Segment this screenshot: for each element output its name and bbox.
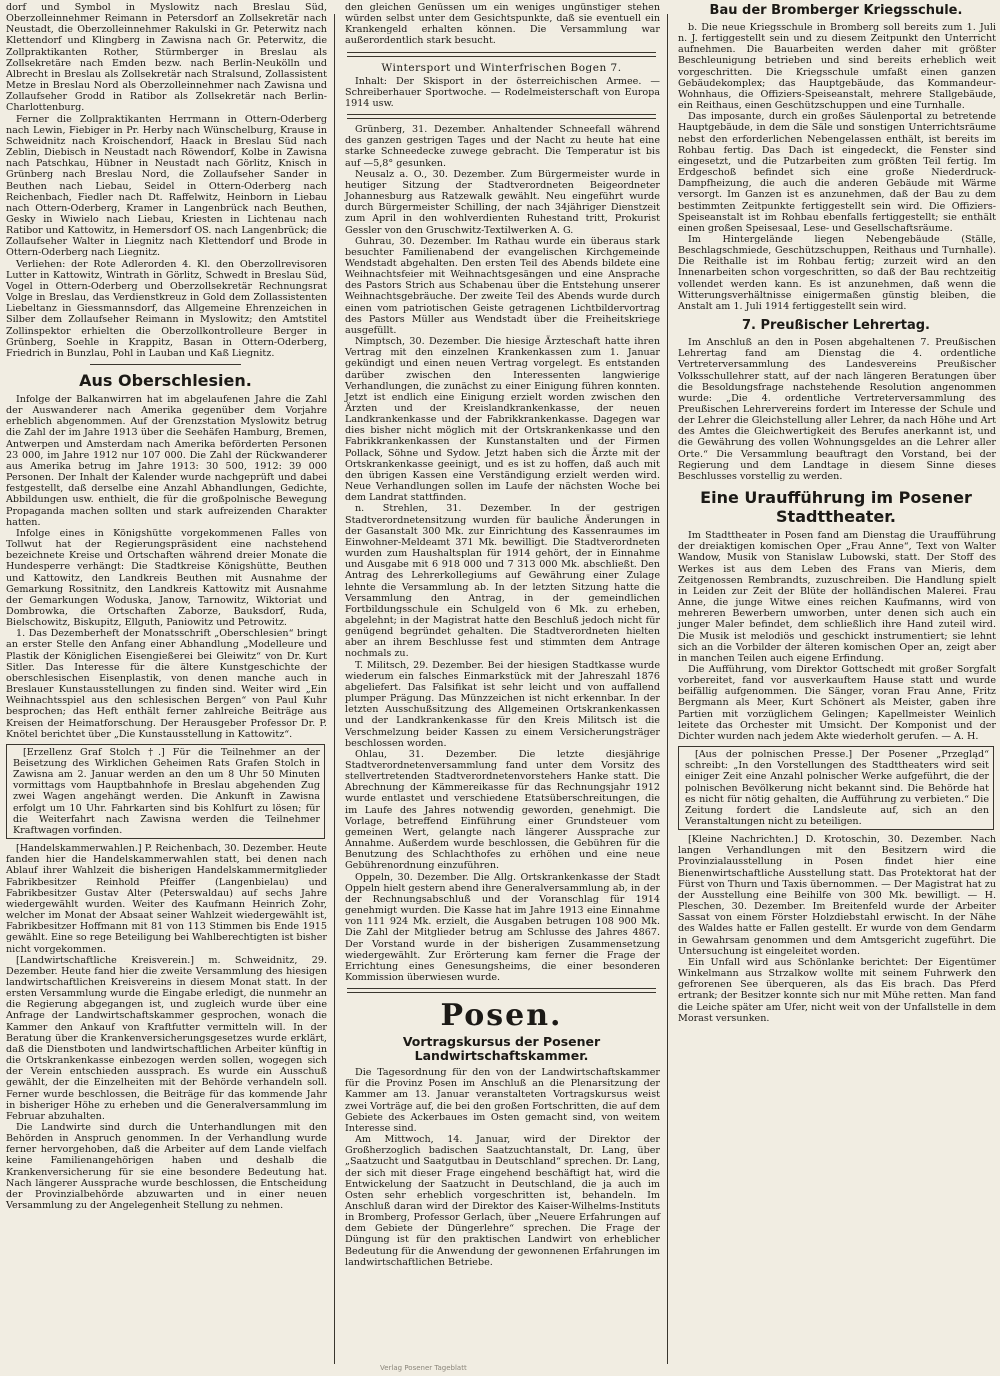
- article-paragraph: Das imposante, durch ein großes Säulenportal zu betretende Hauptgebäude, in dem die Säle und sonstigen Unterrichtsräume nebst den erforderlichen Nebengelassen enthält, ist bereits im Rohbau fertig. Das Dach ist eingedeckt, die Fenster sind eingesetzt, und die Putzarbeiten zum größten Teil fertig. Im Erdgeschoß befindet sich eine große Niederdruck-Dampfheizung, die auch die anderen Gebäude mit Wärme versorgt. Im Ganzen ist es anzunehmen, daß der Bau zu dem bestimmten Zeitpunkte fertiggestellt sein wird. Die Offiziers-Speiseanstalt ist im Rohbau ebenfalls fertiggestellt; sie enthält einen großen Speisesaal, Lese- und Gesellschaftsräume.: [678, 111, 996, 234]
- column-rule-left: [334, 14, 335, 1364]
- article-paragraph: T. Militsch, 29. Dezember. Bei der hiesigen Stadtkasse wurde wiederum ein falsches Einmarkstück mit der Jahreszahl 1876 abgeliefert. Das Falsifikat ist sehr leicht und von auffallend plumper Prägung. Das Münzzeichen ist nicht erkennbar. In der letzten Ausschußsitzung des Allgemeinen Ortskrankenkassen und der Landkrankenkasse für den Kreis Militsch ist die Verschmelzung beider Kassen zu einem Versicherungsträger beschlossen worden.: [345, 659, 660, 749]
- article-paragraph: [Kleine Nachrichten.] D. Krotoschin, 30. Dezember. Nach langen Verhandlungen mit den Besitzern wird die Provinzialausstellung in Posen findet hier eine Bienenwirtschaftliche Ausstellung statt. Das Protektorat hat der Fürst von Thurn und Taxis übernommen. — Der Magistrat hat zu der Ausstellung eine Beihilfe von 300 Mk. bewilligt. — H. Pleschen, 30. Dezember. Im Breitenfeld wurde der Arbeiter Sassat von einem Förster Holzdiebstahl erwischt. In der Nähe des Waldes hatte er Fallen gestellt. Er wurde von dem Gendarm in Gewahrsam genommen und dem Amtsgericht zugeführt. Die Untersuchung ist eingeleitet worden.: [678, 834, 996, 957]
- article-paragraph: b. Die neue Kriegsschule in Bromberg soll bereits zum 1. Juli n. J. fertiggestellt sein und zu diesem Zeitpunkt den Unterricht aufnehmen. Die Bauarbeiten werden daher mit größter Beschleunigung betrieben und sind bereits erheblich weit vorgeschritten. Die Kriegsschule umfaßt einen ganzen Gebäudekomplex; das Hauptgebäude, das Kommandeur-Wohnhaus, die Offiziers-Speiseanstalt, mehrere Stallgebäude, ein Reithaus, einen Geschützschuppen und eine Turnhalle.: [678, 22, 996, 112]
- article-heading-lehrertag: 7. Preußischer Lehrertag.: [741, 318, 930, 334]
- article-paragraph: den gleichen Genüssen um ein weniges ungünstiger stehen würden selbst unter dem Gesichtspunkte, daß sie eventuell ein Krankengeld erhalten können. Die Versammlung war außerordentlich stark besucht.: [345, 2, 660, 47]
- notice-box: [6, 744, 325, 839]
- article-paragraph: [Landwirtschaftliche Kreisverein.] m. Schweidnitz, 29. Dezember. Heute fand hier die zweite Versammlung des hiesigen landwirtschaftlichen Kreisvereins in diesem Monat statt. In der ersten Versammlung wurde die Eingabe erledigt, die nunmehr an die Regierung abgegangen ist, und zugleich wurde über eine Anfrage der Landwirtschaftskammer gesprochen, wonach die Kammer den Ankauf von Kraftfutter vermitteln will. In der Beratung über die Krankenversicherungsgesetzes wurde erklärt, daß die Dienstboten und landwirtschaftlichen Arbeiter künftig in die Ortskrankenkasse einbezogen werden sollen, wogegen sich der Verein entschieden aussprach. Es wurde ein Ausschuß gewählt, der die Einzelheiten mit der Behörde verhandeln soll. Ferner wurde beschlossen, die Beiträge für das kommende Jahr in bisheriger Höhe zu erheben und die Generalversammlung im Februar abzuhalten.: [6, 954, 327, 1122]
- section-divider: [347, 988, 656, 993]
- section-divider: [90, 364, 241, 365]
- article-paragraph: [Aus der polnischen Presse.] Der Posener „Przegląd“ schreibt: „In den Vorstellungen des Stadttheaters wird seit einiger Zeit eine Anzahl polnischer Werke aufgeführt, die der polnischen Bevölkerung nicht bekannt sind. Die Behörde hat es nicht für nötig gehalten, die Aufführung zu verbieten.“ Die Zeitung fordert die Landsleute auf, sich an den Veranstaltungen nicht zu beteiligen.: [685, 749, 989, 827]
- article-paragraph: Nimptsch, 30. Dezember. Die hiesige Ärzteschaft hatte ihren Vertrag mit den einzelnen Krankenkassen zum 1. Januar gekündigt und einen neuen Vertrag vorgelegt. Es entstanden darüber zwischen den Interessenten langwierige Verhandlungen, die zunächst zu einer Einigung führen konnten. Jetzt ist endlich eine Einigung erzielt worden zwischen den Ärzten und der Kreislandkrankenkasse, der neuen Landkrankenkasse und der Fabrikkrankenkasse. Dagegen war dies bisher nicht möglich mit der Ortskrankenkasse und den Fabrikkrankenkassen der Kunstanstalten und der Firmen Pollack, Söhne und Sydow. Jetzt haben sich die Ärzte mit der Ortskrankenkasse geeinigt, und es ist zu hoffen, daß auch mit den übrigen Kassen eine Verständigung erzielt werden wird. Neue Verhandlungen sollen im Laufe der nächsten Woche bei dem Landrat stattfinden.: [345, 336, 660, 504]
- column-middle: [339, 0, 664, 1376]
- article-heading-kriegsschule: Bau der Bromberger Kriegsschule.: [709, 3, 963, 18]
- article-heading-vortragskursus: Vortragskursus der Posener Landwirtschaftskammer.: [402, 1034, 601, 1064]
- column-rule-right: [667, 14, 668, 1364]
- column-left: [0, 0, 331, 1376]
- article-paragraph: Die Aufführung, vom Direktor Gottschedt mit großer Sorgfalt vorbereitet, fand vor ausverkauftem Hause statt und wurde beifällig aufgenommen. Die Sänger, voran Frau Anne, Fritz Bergmann als Meer, Kurt Schönert als Meister, gaben ihre Partien mit vorzüglichem Gelingen; Kapellmeister Weinlich leitete das Orchester mit Umsicht. Der Komponist und der Dichter wurden nach jedem Akte wiederholt gerufen. — A. H.: [678, 663, 996, 742]
- article-paragraph: 1. Das Dezemberheft der Monatsschrift „Oberschlesien“ bringt an erster Stelle den Anfang einer Abhandlung „Modelleure und Plastik der Königlichen Eisengießerei bei Gleiwitz“ von Dr. Kurt Sitler. Das Interesse für die ältere Kunstgeschichte der oberschlesischen Eisenplastik, von denen manche auch in Breslauer Kunstausstellungen zu finden sind. Weiter wird „Ein Weihnachtsspiel aus den schlesischen Bergen“ von Paul Kuhr besprochen; das Heft enthält ferner zahlreiche Beiträge aus Kreisen der Heimatforschung. Der Herausgeber Professor Dr. P. Knötel berichtet über „Die Kunstausstellung in Kattowitz“.: [6, 628, 327, 740]
- article-paragraph: Ferner die Zollpraktikanten Herrmann in Ottern-Oderberg nach Lewin, Fiebiger in Pr. Herby nach Wünschelburg, Krause in Schweidnitz nach Kroischendorf, Haack in Breslau Süd nach Zeblin, Diebisch in Neustadt nach Röwendorf, Kolbe in Zawisna nach Patschkau, Hübner in Neustadt nach Görlitz, Knisch in Grünberg nach Breslau Nord, die Zollaufseher Sander in Beuthen nach Liebau, Seidel in Ottern-Oderberg nach Reichenbach, Fiedler nach Dt. Raffelwitz, Heinborn in Liebau nach Ottern-Oderberg, Kramer in Langenbrück nach Beuthen, Gesky in Wiwielo nach Liebau, Kriesten in Lichtenau nach Ratibor und Kattowitz, in Hemersdorf OS. nach Langenbrück; die Zollaufseher Walter in Liegnitz nach Klettendorf und Brode in Ottern-Oderberg nach Liegnitz.: [6, 113, 327, 259]
- supplement-title: Wintersport und Winterfrischen Bogen 7.: [381, 61, 622, 74]
- article-paragraph: Infolge eines in Königshütte vorgekommenen Falles von Tollwut hat der Regierungspräsident eine nachstehend bezeichnete Kreise und Ortschaften während dreier Monate die Hundesperre verhängt: Die Stadtkreise Königshütte, Beuthen und Kattowitz, den Landkreis Beuthen mit Ausnahme der Gemarkung Rossitnitz, den Landkreis Kattowitz mit Ausnahme der Gemarkungen Woduska, Janow, Tarnowitz, Wiktoriat und Dombrowka, die Ortschaften Zaborze, Bauksdorf, Ruda, Bielschowitz, Biskupitz, Ellguth, Paniowitz und Petrowitz.: [6, 527, 327, 629]
- article-paragraph: Verliehen: der Rote Adlerorden 4. Kl. den Oberzollrevisoren Lutter in Kattowitz, Wintrath in Görlitz, Schwedt in Breslau Süd, Vogel in Ottern-Oderberg und Oberzollsekretär Rechnungsrat Volge in Breslau, das Verdienstkreuz in Gold dem Zollassistenten Liebeltanz in Giessmannsdorf, das Allgemeine Ehrenzeichen in Silber dem Zollaufseher Reimann in Myslowitz; den Amtstitel Zollinspektor erhielten die Oberzollkontrolleure Berger in Grünberg, Soehle in Krappitz, Basan in Ottern-Oderberg, Friedrich in Bunzlau, Pohl in Lauban und Kaß Liegnitz.: [6, 258, 327, 359]
- supplement-contents: Inhalt: Der Skisport in der österreichischen Armee. — Schreiberhauer Sportwoche. — Rodelmeisterschaft von Europa 1914 usw.: [345, 75, 660, 109]
- section-heading-posen: Posen.: [440, 998, 563, 1034]
- article-paragraph: [Erzellenz Graf Stolch †.] Für die Teilnehmer an der Beisetzung des Wirklichen Geheimen Rats Grafen Stolch in Zawisna am 2. Januar werden an den um 8 Uhr 50 Minuten vormittags vom Hauptbahnhofe in Breslau abgehenden Zug zwei Wagen angehängt werden. Die Ankunft in Zawisna erfolgt um 10 Uhr. Fahrkarten sind bis Kohlfurt zu lösen; für die Weiterfahrt nach Zawisna werden die Teilnehmer Kraftwagen vorfinden.: [13, 746, 320, 836]
- article-paragraph: Im Stadttheater in Posen fand am Dienstag die Uraufführung der dreiaktigen komischen Oper „Frau Anne“, Text von Walter Wandow, Musik von Stanislaw Lubowski, statt. Der Stoff des Werkes ist aus dem Leben des Frans van Mieris, dem Zeitgenossen Rembrandts, zuzuschreiben. Die Handlung spielt in Leiden zur Zeit der Blüte der holländischen Malerei. Frau Anne, die junge Witwe eines reichen Kaufmanns, wird von mehreren Bewerbern umworben, unter denen sich auch ein junger Maler befindet, dem schließlich ihre Hand zuteil wird. Die Musik ist melodiös und geschickt instrumentiert; sie lehnt sich an die Vorbilder der älteren komischen Oper an, zeigt aber in manchen Teilen auch eigene Erfindung.: [678, 530, 996, 664]
- article-paragraph: Die Tagesordnung für den von der Landwirtschaftskammer für die Provinz Posen im Anschluß an die Plenarsitzung der Kammer am 13. Januar veranstalteten Vortragskursus weist zwei Vorträge auf, die bei den großen Fortschritten, die auf dem Gebiete des Ackerbaues im Osten gemacht sind, von weitem Interesse sind.: [345, 1067, 660, 1134]
- article-paragraph: Die Landwirte sind durch die Unterhandlungen mit den Behörden in Anspruch genommen. In der Verhandlung wurde ferner hervorgehoben, daß die Arbeiter auf dem Lande vielfach keine Familienangehörigen haben und deshalb die Krankenversicherung für sie eine besondere Bedeutung hat. Nach längerer Aussprache wurde beschlossen, die Entscheidung der Provinzialbehörde abzuwarten und in einer neuen Versammlung zu der Angelegenheit Stellung zu nehmen.: [6, 1122, 327, 1212]
- column-right: [672, 0, 1000, 1376]
- article-paragraph: Grünberg, 31. Dezember. Anhaltender Schneefall während des ganzen gestrigen Tages und der Nacht zu heute hat eine starke Schneedecke zuwege gebracht. Die Temperatur ist bis auf —5,8° gesunken.: [345, 124, 660, 169]
- article-paragraph: [Handelskammerwahlen.] P. Reichenbach, 30. Dezember. Heute fanden hier die Handelskammerwahlen statt, bei denen nach Ablauf ihrer Wahlzeit die bisherigen Handelskammermitglieder Fabrikbesitzer Reinhold Pfeiffer (Langenbielau) und Fabrikbesitzer Gustav Alter (Peterswaldau) auf sechs Jahre wiedergewählt wurden. Weiter des Kaufmann Heinrich Zohr, welcher im Monat der Absaat seiner Wahlzeit wiedergewählt ist, Fabrikbesitzer Hoffmann mit 81 von 113 Stimmen bis Ende 1915 gewählt. Eine so rege Beteiligung bei Wahlberechtigten ist bisher nicht vorgekommen.: [6, 843, 327, 955]
- article-paragraph: Neusalz a. O., 30. Dezember. Zum Bürgermeister wurde in heutiger Sitzung der Stadtverordneten Beigeordneter Johannesburg aus Ratzewalk gewählt. Neu eingeführt wurde durch Bürgermeister Schilling, der nach 34jähriger Dienstzeit zum April in den wohlverdienten Ruhestand tritt, Prokurist Gessler von den Gruschwitz-Textilwerken A. G.: [345, 168, 660, 236]
- article-paragraph: Im Anschluß an den in Posen abgehaltenen 7. Preußischen Lehrertag fand am Dienstag die 4. ordentliche Vertreterversammlung des Landesvereins Preußischer Volksschullehrer statt, auf der nach längeren Beratungen über die Besoldungsfrage nachstehende Resolution angenommen wurde: „Die 4. ordentliche Vertreterversammlung des Preußischen Lehrervereins fordert im Interesse der Schule und der Lehrer die Gleichstellung aller Lehrer, da nach Höhe und Art des Amtes die Gleichwertigkeit des Berufes anerkannt ist, und die Gewährung des vollen Wohnungsgeldes an die Lehrer aller Orte.“ Die Versammlung beauftragt den Vorstand, bei der Regierung und dem Landtage in diesem Sinne dieses Beschlusses vorstellig zu werden.: [678, 337, 996, 482]
- section-divider: [347, 114, 656, 119]
- article-paragraph: Guhrau, 30. Dezember. Im Rathau wurde ein überaus stark besuchter Familienabend der evangelischen Kirchgemeinde Wendstadt abgehalten. Den ersten Teil des Abends bildete eine Weihnachtsfeier mit Weihnachtsgesängen und eine Ansprache des Pastors Strich aus Schabenau über die Entstehung unserer Weihnachtsgebräuche. Der zweite Teil des Abends wurde durch einen vom patriotischen Geiste getragenen Lichtbildervortrag des Pastors Müller aus Wendstadt über die Freiheitskriege ausgefüllt.: [345, 235, 660, 336]
- article-paragraph: n. Strehlen, 31. Dezember. In der gestrigen Stadtverordnetensitzung wurden für bauliche Änderungen in der Gasanstalt 300 Mk. zur Einrichtung des Kassenraumes im Einwohner-Meldeamt 371 Mk. bewilligt. Die Stadtverordneten wurden zum Haushaltsplan für 1914 gehört, der in Einnahme und Ausgabe mit 6 918 000 und 7 313 000 Mk. abschließt. Den Antrag des Lehrerkollegiums auf Gewährung einer Zulage lehnte die Versammlung ab. In der letzten Sitzung hatte die Versammlung den Antrag, in der gemeindlichen Fortbildungsschule ein Schulgeld von 6 Mk. zu erheben, abgelehnt; in der Magistrat hatte den Beschluß jedoch nicht für genügend begründet gehalten. Die Stadtverordneten hielten aber an ihrem Beschlusse fest und stimmten dem Antrage nochmals zu.: [345, 503, 660, 660]
- article-paragraph: Am Mittwoch, 14. Januar, wird der Direktor der Großherzoglich badischen Saatzuchtanstalt, Dr. Lang, über „Saatzucht und Saatgutbau in Deutschland“ sprechen. Dr. Lang, der sich mit dieser Frage eingehend beschäftigt hat, wird die Entwickelung der Saatzucht in Deutschland, die ja auch im Osten sehr erheblich vorgeschritten ist, behandeln. Im Anschluß daran wird der Direktor des Kaiser-Wilhelms-Instituts in Bromberg, Professor Gerlach, über „Neuere Erfahrungen auf dem Gebiete der Düngerlehre“ sprechen. Die Frage der Düngung ist für den praktischen Landwirt von erheblicher Bedeutung für die Anwendung der gewonnenen Erfahrungen im landwirtschaftlichen Betriebe.: [345, 1134, 660, 1268]
- article-paragraph: dorf und Symbol in Myslowitz nach Breslau Süd, Oberzolleinnehmer Reimann in Petersdorf an Zollsekretär nach Neustadt, die Oberzolleinnehmer Rakulski in Gr. Peterwitz nach Klettendorf und Klingberg in Zawisna nach Gr. Peterwitz, die Zollpraktikanten Rother, Stürmberger in Breslau als Zollsekretäre nach Emden bezw. nach Berlin-Neukölln und Albrecht in Breslau als Zollsekretär nach Stralsund, Zollassistent Metze in Breslau Nord als Oberzolleinnehmer nach Zawisna und Zollaufseher Grodd in Ratibor als Zollsekretär nach Berlin-Charlottenburg.: [6, 2, 327, 114]
- page-footer: Verlag Posener Tageblatt: [380, 1364, 467, 1372]
- article-paragraph: Oppeln, 30. Dezember. Die Allg. Ortskrankenkasse der Stadt Oppeln hielt gestern abend ihre Generalversammlung ab, in der der Rechnungsabschluß und der Voranschlag für 1914 genehmigt wurden. Die Kasse hat im Jahre 1913 eine Einnahme von 111 924 Mk. erzielt, die Ausgaben betrugen 108 900 Mk. Die Zahl der Mitglieder betrug am Schlusse des Jahres 4867. Der Vorstand wurde in der bisherigen Zusammensetzung wiedergewählt. Zur Erörterung kam ferner die Frage der Errichtung eines Genesungsheims, die einer besonderen Kommission überwiesen wurde.: [345, 871, 660, 983]
- article-heading-uraufführung: Eine Uraufführung im Posener Stadttheater.: [700, 488, 972, 527]
- section-heading-oberschlesien: Aus Oberschlesien.: [79, 371, 252, 390]
- article-paragraph: Ein Unfall wird aus Schönlanke berichtet: Der Eigentümer Winkelmann aus Strzalkow wollte mit seinem Fuhrwerk den gefrorenen See überqueren, als das Eis brach. Das Pferd ertrank; der Besitzer konnte sich nur mit Mühe retten. Man fand die Leiche später am Ufer, nicht weit von der Unfallstelle in dem Morast versunken.: [678, 956, 996, 1024]
- notice-box: [678, 746, 994, 830]
- section-divider: [347, 52, 656, 57]
- article-paragraph: Im Hintergelände liegen Nebengebäude (Ställe, Beschlagschmiede, Geschützschuppen, Reithaus und Turnhalle). Die Reithalle ist im Rohbau fertig; zurzeit wird an den Innenarbeiten schon vorgeschritten, so daß der Bau rechtzeitig vollendet werden kann. Es ist anzunehmen, daß wenn die Witterungsverhältnisse einigermaßen günstig bleiben, die Anstalt am 1. Juli 1914 fertiggestellt sein wird.: [678, 233, 996, 312]
- article-paragraph: Ohlau, 31. Dezember. Die letzte diesjährige Stadtverordnetenversammlung fand unter dem Vorsitz des stellvertretenden Stadtverordnetenvorstehers Hanke statt. Die Abrechnung der Kämmereikasse für das Rechnungsjahr 1912 wurde entlastet und verschiedene Etatsüberschreitungen, die im Laufe des Jahres notwendig geworden, genehmigt. Die Vorlage, betreffend Einführung einer Grundsteuer vom gemeinen Wert, gelangte nach längerer Aussprache zur Annahme. Außerdem wurde beschlossen, die Gebühren für die Benutzung des Schlachthofes zu erhöhen und eine neue Gebührenordnung einzuführen.: [345, 748, 660, 872]
- article-paragraph: Infolge der Balkanwirren hat im abgelaufenen Jahre die Zahl der Auswanderer nach Amerika gegenüber dem Vorjahre erheblich abgenommen. Auf der Grenzstation Myslowitz betrug die Zahl der im Jahre 1913 über die Seehäfen Hamburg, Bremen, Antwerpen und Amsterdam nach Amerika beförderten Personen 23 000, im Jahre 1912 nur 107 000. Die Zahl der Rückwanderer aus Amerika betrug im Jahre 1913: 30 500, 1912: 39 000 Personen. Der Inhalt der Kalender wurde nachgeprüft und dabei festgestellt, daß derselbe eine Anzahl Abhandlungen, Gedichte, Abbildungen usw. enthielt, die für die großpolnische Bewegung Propaganda machen sollten und stark aufreizenden Charakter hatten.: [6, 394, 327, 528]
